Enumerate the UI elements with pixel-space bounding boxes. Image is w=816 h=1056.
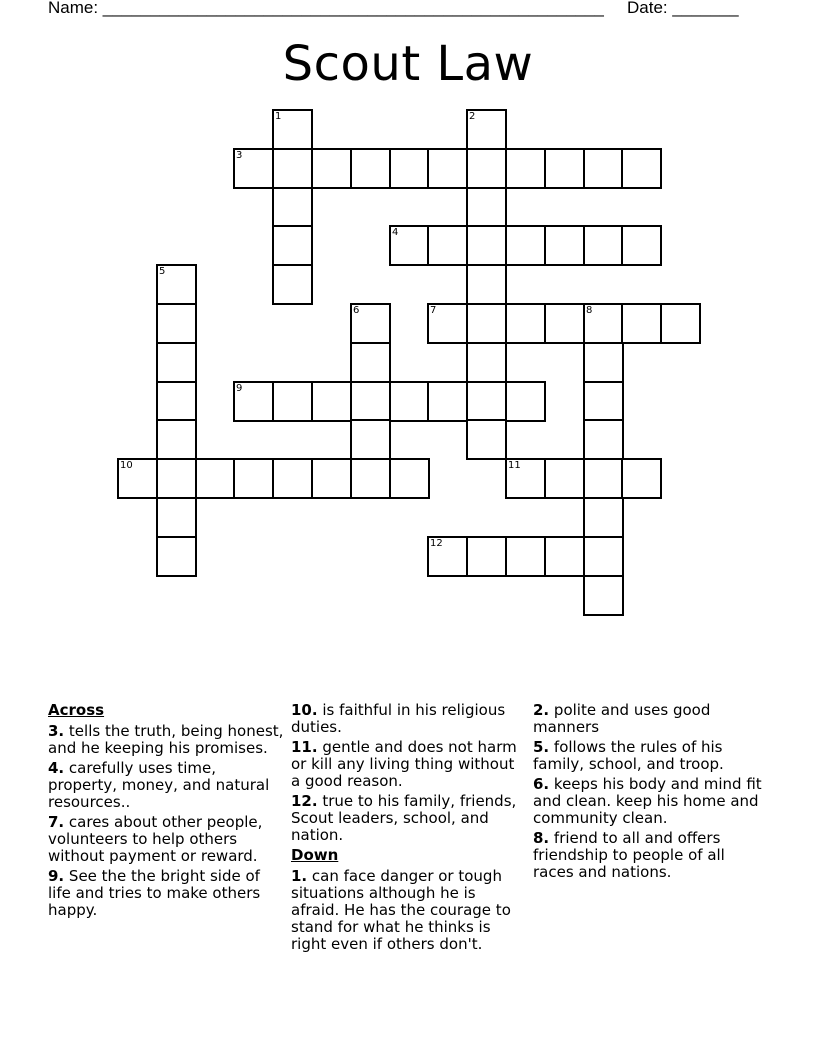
cell-number: 4: [392, 227, 399, 238]
clue-text: true to his family, friends, Scout leaders, school, and nation.: [291, 792, 517, 844]
cell-number: 9: [236, 383, 243, 394]
grid-cell[interactable]: [466, 225, 507, 266]
clue-number: 10.: [291, 701, 318, 719]
grid-cell[interactable]: [583, 419, 624, 460]
grid-cell[interactable]: [583, 458, 624, 499]
clue-text: See the the bright side of life and tries to make others happy.: [48, 867, 261, 919]
grid-cell[interactable]: [350, 458, 391, 499]
page-title: Scout Law: [282, 36, 534, 92]
grid-cell[interactable]: [156, 381, 197, 422]
grid-cell[interactable]: [466, 187, 507, 228]
grid-cell[interactable]: [156, 497, 197, 538]
grid-cell[interactable]: [466, 342, 507, 383]
clue-text: keeps his body and mind fit and clean. keep his home and community clean.: [533, 775, 762, 827]
clue-across-12: [291, 793, 527, 844]
clue-down-1: [291, 868, 527, 953]
clue-number: 1.: [291, 867, 308, 885]
grid-cell[interactable]: [466, 381, 507, 422]
cell-number: 7: [430, 305, 437, 316]
grid-cell[interactable]: [272, 381, 313, 422]
grid-cell[interactable]: [311, 148, 352, 189]
name-field-line: Name: _____________________________________________________: [48, 0, 604, 17]
grid-cell[interactable]: [466, 536, 507, 577]
grid-cell[interactable]: [427, 536, 468, 577]
clue-number: 11.: [291, 738, 318, 756]
clue-across-7: [48, 814, 284, 865]
clue-number: 12.: [291, 792, 318, 810]
clue-number: 2.: [533, 701, 550, 719]
grid-cell[interactable]: [350, 419, 391, 460]
grid-cell[interactable]: [621, 458, 662, 499]
clue-text: polite and uses good manners: [533, 701, 711, 736]
grid-cell[interactable]: [583, 303, 624, 344]
clue-across-4: [48, 760, 284, 811]
cell-number: 2: [469, 111, 476, 122]
grid-cell[interactable]: [621, 303, 662, 344]
grid-cell[interactable]: [156, 342, 197, 383]
grid-cell[interactable]: [505, 225, 546, 266]
grid-cell[interactable]: [660, 303, 701, 344]
grid-cell[interactable]: [505, 536, 546, 577]
down-heading: Down: [291, 846, 339, 864]
clues-column-3: [533, 702, 769, 884]
grid-cell[interactable]: [350, 303, 391, 344]
grid-cell[interactable]: [195, 458, 236, 499]
grid-cell[interactable]: [389, 225, 430, 266]
grid-cell[interactable]: [272, 109, 313, 150]
grid-cell[interactable]: [427, 148, 468, 189]
grid-cell[interactable]: [233, 381, 274, 422]
grid-cell[interactable]: [505, 381, 546, 422]
grid-cell[interactable]: [505, 303, 546, 344]
grid-cell[interactable]: [583, 342, 624, 383]
grid-cell[interactable]: [621, 148, 662, 189]
grid-cell[interactable]: [583, 148, 624, 189]
grid-cell[interactable]: [583, 575, 624, 616]
clue-text: is faithful in his religious duties.: [291, 701, 506, 736]
grid-cell[interactable]: [389, 381, 430, 422]
clue-text: gentle and does not harm or kill any living thing without a good reason.: [291, 738, 517, 790]
clue-number: 5.: [533, 738, 550, 756]
clue-number: 7.: [48, 813, 65, 831]
grid-cell[interactable]: [466, 109, 507, 150]
grid-cell[interactable]: [311, 381, 352, 422]
clue-number: 9.: [48, 867, 65, 885]
cell-number: 1: [275, 111, 282, 122]
grid-cell[interactable]: [583, 497, 624, 538]
grid-cell[interactable]: [505, 148, 546, 189]
clue-number: 8.: [533, 829, 550, 847]
cell-number: 11: [508, 460, 521, 471]
grid-cell[interactable]: [583, 536, 624, 577]
grid-cell[interactable]: [311, 458, 352, 499]
grid-cell[interactable]: [427, 303, 468, 344]
grid-cell[interactable]: [117, 458, 158, 499]
cell-number: 12: [430, 538, 443, 549]
grid-cell[interactable]: [544, 148, 585, 189]
grid-cell[interactable]: [544, 458, 585, 499]
grid-cell[interactable]: [583, 381, 624, 422]
clues-column-1: [48, 702, 284, 922]
clue-text: friend to all and offers friendship to people of all races and nations.: [533, 829, 725, 881]
grid-cell[interactable]: [156, 536, 197, 577]
clue-across-3: [48, 723, 284, 757]
grid-cell[interactable]: [350, 381, 391, 422]
grid-cell[interactable]: [156, 303, 197, 344]
grid-cell[interactable]: [466, 264, 507, 305]
clue-number: 6.: [533, 775, 550, 793]
grid-cell[interactable]: [350, 148, 391, 189]
clue-across-11: [291, 739, 527, 790]
grid-cell[interactable]: [272, 225, 313, 266]
grid-cell[interactable]: [272, 458, 313, 499]
grid-cell[interactable]: [156, 458, 197, 499]
grid-cell[interactable]: [544, 536, 585, 577]
grid-cell[interactable]: [156, 264, 197, 305]
date-field-line: Date: _______: [627, 0, 739, 17]
grid-cell[interactable]: [272, 264, 313, 305]
grid-cell[interactable]: [427, 381, 468, 422]
grid-cell[interactable]: [621, 225, 662, 266]
cell-number: 5: [159, 266, 166, 277]
cell-number: 3: [236, 150, 243, 161]
grid-cell[interactable]: [233, 458, 274, 499]
across-heading: Across: [48, 701, 105, 719]
grid-cell[interactable]: [156, 419, 197, 460]
clue-down-2: [533, 702, 769, 736]
clue-down-5: [533, 739, 769, 773]
grid-cell[interactable]: [233, 148, 274, 189]
grid-cell[interactable]: [350, 342, 391, 383]
grid-cell[interactable]: [544, 303, 585, 344]
clue-number: 4.: [48, 759, 65, 777]
grid-cell[interactable]: [272, 148, 313, 189]
clues-column-2: [291, 702, 527, 956]
grid-cell[interactable]: [427, 225, 468, 266]
clue-down-8: [533, 830, 769, 881]
clue-text: carefully uses time, property, money, and natural resources..: [48, 759, 270, 811]
grid-cell[interactable]: [272, 187, 313, 228]
clue-down-6: [533, 776, 769, 827]
clue-across-10: [291, 702, 527, 736]
clue-text: tells the truth, being honest, and he keeping his promises.: [48, 722, 284, 757]
clue-text: can face danger or tough situations although he is afraid. He has the courage to stand for what he thinks is right even if others don't.: [291, 867, 511, 953]
grid-cell[interactable]: [466, 148, 507, 189]
clue-number: 3.: [48, 722, 65, 740]
grid-cell[interactable]: [389, 458, 430, 499]
cell-number: 8: [586, 305, 593, 316]
clue-text: cares about other people, volunteers to help others without payment or reward.: [48, 813, 263, 865]
grid-cell[interactable]: [505, 458, 546, 499]
grid-cell[interactable]: [389, 148, 430, 189]
grid-cell[interactable]: [583, 225, 624, 266]
grid-cell[interactable]: [466, 303, 507, 344]
cell-number: 10: [120, 460, 133, 471]
cell-number: 6: [353, 305, 360, 316]
clue-across-9: [48, 868, 284, 919]
grid-cell[interactable]: [544, 225, 585, 266]
grid-cell[interactable]: [466, 419, 507, 460]
clue-text: follows the rules of his family, school, and troop.: [533, 738, 724, 773]
